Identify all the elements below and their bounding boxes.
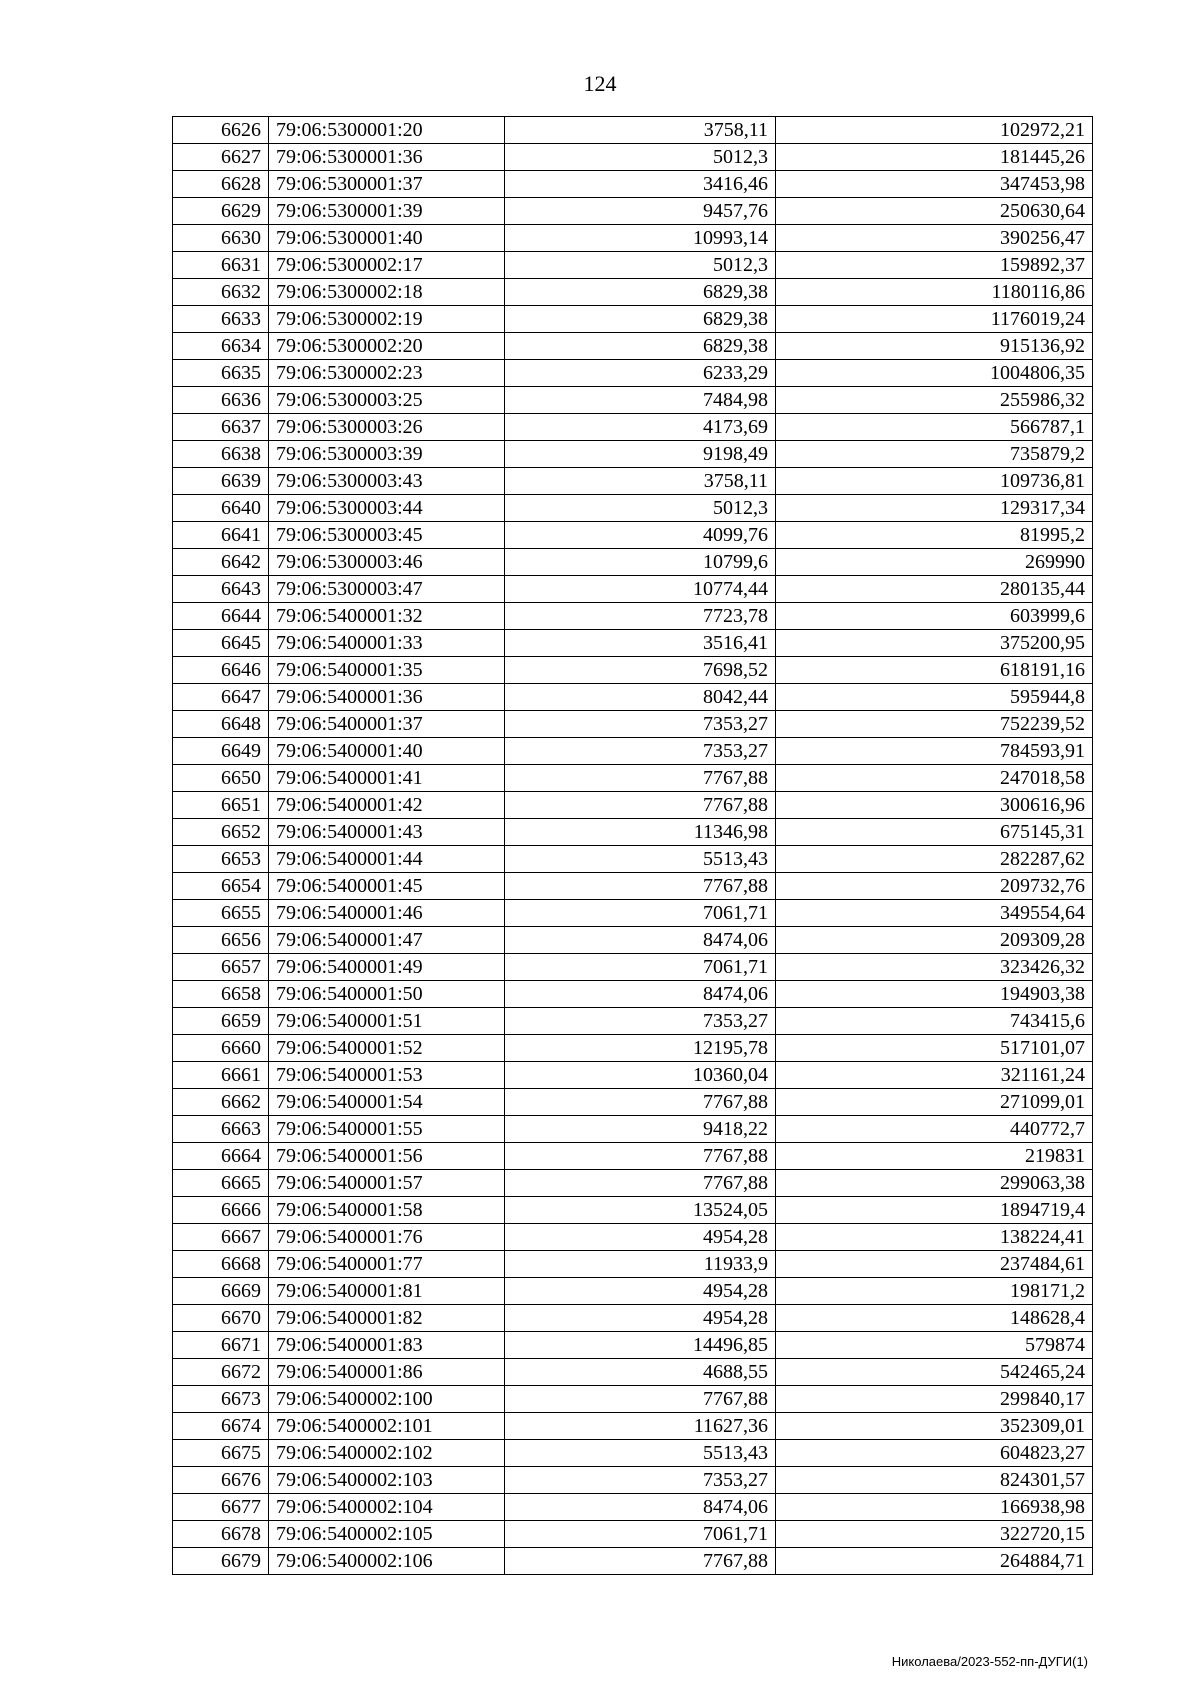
cadastral-number-cell: 79:06:5300002:19 — [269, 306, 505, 333]
table-row — [173, 1143, 1093, 1170]
amount-cell: 603999,6 — [776, 603, 1093, 630]
cadastral-number-cell: 79:06:5300001:36 — [269, 144, 505, 171]
value-cell: 7353,27 — [505, 1467, 776, 1494]
row-number-cell: 6638 — [173, 441, 269, 468]
table-row — [173, 792, 1093, 819]
amount-cell: 604823,27 — [776, 1440, 1093, 1467]
value-cell: 3758,11 — [505, 468, 776, 495]
row-number-cell: 6656 — [173, 927, 269, 954]
cadastral-number-cell: 79:06:5400001:50 — [269, 981, 505, 1008]
amount-cell: 269990 — [776, 549, 1093, 576]
table-row — [173, 1089, 1093, 1116]
cadastral-number-cell: 79:06:5400001:46 — [269, 900, 505, 927]
value-cell: 6829,38 — [505, 279, 776, 306]
value-cell: 12195,78 — [505, 1035, 776, 1062]
row-number-cell: 6669 — [173, 1278, 269, 1305]
table-row — [173, 549, 1093, 576]
table-row — [173, 711, 1093, 738]
table-row — [173, 873, 1093, 900]
data-table — [172, 116, 1093, 1575]
row-number-cell: 6655 — [173, 900, 269, 927]
table-row — [173, 171, 1093, 198]
table-row — [173, 1494, 1093, 1521]
cadastral-number-cell: 79:06:5400001:51 — [269, 1008, 505, 1035]
cadastral-number-cell: 79:06:5400001:53 — [269, 1062, 505, 1089]
row-number-cell: 6667 — [173, 1224, 269, 1251]
page-number: 124 — [583, 71, 617, 96]
cadastral-number-cell: 79:06:5400001:42 — [269, 792, 505, 819]
value-cell: 7767,88 — [505, 1548, 776, 1575]
amount-cell: 109736,81 — [776, 468, 1093, 495]
cadastral-number-cell: 79:06:5300003:45 — [269, 522, 505, 549]
amount-cell: 735879,2 — [776, 441, 1093, 468]
row-number-cell: 6631 — [173, 252, 269, 279]
table-row — [173, 900, 1093, 927]
table-row — [173, 117, 1093, 144]
row-number-cell: 6652 — [173, 819, 269, 846]
cadastral-number-cell: 79:06:5400001:77 — [269, 1251, 505, 1278]
value-cell: 7484,98 — [505, 387, 776, 414]
amount-cell: 579874 — [776, 1332, 1093, 1359]
value-cell: 5012,3 — [505, 252, 776, 279]
value-cell: 3758,11 — [505, 117, 776, 144]
cadastral-number-cell: 79:06:5400001:45 — [269, 873, 505, 900]
amount-cell: 390256,47 — [776, 225, 1093, 252]
row-number-cell: 6629 — [173, 198, 269, 225]
cadastral-number-cell: 79:06:5400002:104 — [269, 1494, 505, 1521]
value-cell: 7767,88 — [505, 765, 776, 792]
value-cell: 11933,9 — [505, 1251, 776, 1278]
table-row — [173, 1332, 1093, 1359]
table-row — [173, 360, 1093, 387]
table-row — [173, 1305, 1093, 1332]
amount-cell: 219831 — [776, 1143, 1093, 1170]
amount-cell: 148628,4 — [776, 1305, 1093, 1332]
amount-cell: 352309,01 — [776, 1413, 1093, 1440]
cadastral-number-cell: 79:06:5300003:44 — [269, 495, 505, 522]
table-row — [173, 333, 1093, 360]
value-cell: 7767,88 — [505, 1143, 776, 1170]
table-row — [173, 1386, 1093, 1413]
table-row — [173, 1278, 1093, 1305]
row-number-cell: 6658 — [173, 981, 269, 1008]
row-number-cell: 6676 — [173, 1467, 269, 1494]
cadastral-number-cell: 79:06:5300003:43 — [269, 468, 505, 495]
table-row — [173, 1008, 1093, 1035]
row-number-cell: 6627 — [173, 144, 269, 171]
cadastral-number-cell: 79:06:5300003:26 — [269, 414, 505, 441]
cadastral-number-cell: 79:06:5300003:46 — [269, 549, 505, 576]
amount-cell: 209732,76 — [776, 873, 1093, 900]
value-cell: 4954,28 — [505, 1305, 776, 1332]
cadastral-number-cell: 79:06:5400001:36 — [269, 684, 505, 711]
row-number-cell: 6630 — [173, 225, 269, 252]
row-number-cell: 6645 — [173, 630, 269, 657]
value-cell: 11346,98 — [505, 819, 776, 846]
row-number-cell: 6671 — [173, 1332, 269, 1359]
value-cell: 8474,06 — [505, 927, 776, 954]
table-row — [173, 576, 1093, 603]
amount-cell: 247018,58 — [776, 765, 1093, 792]
cadastral-number-cell: 79:06:5400001:33 — [269, 630, 505, 657]
cadastral-number-cell: 79:06:5300001:40 — [269, 225, 505, 252]
cadastral-number-cell: 79:06:5400001:81 — [269, 1278, 505, 1305]
amount-cell: 675145,31 — [776, 819, 1093, 846]
row-number-cell: 6635 — [173, 360, 269, 387]
value-cell: 6829,38 — [505, 333, 776, 360]
amount-cell: 322720,15 — [776, 1521, 1093, 1548]
row-number-cell: 6675 — [173, 1440, 269, 1467]
cadastral-number-cell: 79:06:5300002:17 — [269, 252, 505, 279]
table-row — [173, 1521, 1093, 1548]
cadastral-number-cell: 79:06:5400001:76 — [269, 1224, 505, 1251]
row-number-cell: 6633 — [173, 306, 269, 333]
cadastral-number-cell: 79:06:5400001:82 — [269, 1305, 505, 1332]
cadastral-number-cell: 79:06:5400001:44 — [269, 846, 505, 873]
amount-cell: 595944,8 — [776, 684, 1093, 711]
value-cell: 8474,06 — [505, 1494, 776, 1521]
row-number-cell: 6673 — [173, 1386, 269, 1413]
value-cell: 4688,55 — [505, 1359, 776, 1386]
row-number-cell: 6662 — [173, 1089, 269, 1116]
value-cell: 14496,85 — [505, 1332, 776, 1359]
value-cell: 8042,44 — [505, 684, 776, 711]
table-row — [173, 1170, 1093, 1197]
value-cell: 7061,71 — [505, 954, 776, 981]
amount-cell: 282287,62 — [776, 846, 1093, 873]
table-row — [173, 1413, 1093, 1440]
amount-cell: 1894719,4 — [776, 1197, 1093, 1224]
cadastral-number-cell: 79:06:5400001:55 — [269, 1116, 505, 1143]
row-number-cell: 6649 — [173, 738, 269, 765]
cadastral-number-cell: 79:06:5400001:57 — [269, 1170, 505, 1197]
cadastral-number-cell: 79:06:5400001:40 — [269, 738, 505, 765]
value-cell: 9418,22 — [505, 1116, 776, 1143]
table-row — [173, 1548, 1093, 1575]
amount-cell: 323426,32 — [776, 954, 1093, 981]
row-number-cell: 6626 — [173, 117, 269, 144]
row-number-cell: 6632 — [173, 279, 269, 306]
row-number-cell: 6646 — [173, 657, 269, 684]
value-cell: 4954,28 — [505, 1278, 776, 1305]
row-number-cell: 6634 — [173, 333, 269, 360]
value-cell: 7698,52 — [505, 657, 776, 684]
cadastral-number-cell: 79:06:5400002:106 — [269, 1548, 505, 1575]
value-cell: 7061,71 — [505, 1521, 776, 1548]
row-number-cell: 6651 — [173, 792, 269, 819]
value-cell: 7767,88 — [505, 792, 776, 819]
value-cell: 4954,28 — [505, 1224, 776, 1251]
table-row — [173, 1035, 1093, 1062]
amount-cell: 349554,64 — [776, 900, 1093, 927]
cadastral-number-cell: 79:06:5400002:100 — [269, 1386, 505, 1413]
table-body — [173, 117, 1093, 1575]
value-cell: 7767,88 — [505, 1170, 776, 1197]
table-row — [173, 441, 1093, 468]
table-row — [173, 738, 1093, 765]
value-cell: 5513,43 — [505, 1440, 776, 1467]
row-number-cell: 6636 — [173, 387, 269, 414]
amount-cell: 194903,38 — [776, 981, 1093, 1008]
cadastral-number-cell: 79:06:5400001:49 — [269, 954, 505, 981]
amount-cell: 264884,71 — [776, 1548, 1093, 1575]
cadastral-number-cell: 79:06:5400001:52 — [269, 1035, 505, 1062]
row-number-cell: 6660 — [173, 1035, 269, 1062]
cadastral-number-cell: 79:06:5400001:37 — [269, 711, 505, 738]
table-row — [173, 1224, 1093, 1251]
table-row — [173, 414, 1093, 441]
row-number-cell: 6677 — [173, 1494, 269, 1521]
value-cell: 7723,78 — [505, 603, 776, 630]
table-row — [173, 306, 1093, 333]
amount-cell: 129317,34 — [776, 495, 1093, 522]
row-number-cell: 6640 — [173, 495, 269, 522]
row-number-cell: 6644 — [173, 603, 269, 630]
value-cell: 9198,49 — [505, 441, 776, 468]
value-cell: 8474,06 — [505, 981, 776, 1008]
table-row — [173, 1359, 1093, 1386]
value-cell: 4173,69 — [505, 414, 776, 441]
table-row — [173, 468, 1093, 495]
row-number-cell: 6659 — [173, 1008, 269, 1035]
amount-cell: 1176019,24 — [776, 306, 1093, 333]
row-number-cell: 6661 — [173, 1062, 269, 1089]
table-row — [173, 846, 1093, 873]
table-row — [173, 225, 1093, 252]
row-number-cell: 6668 — [173, 1251, 269, 1278]
table-row — [173, 765, 1093, 792]
cadastral-number-cell: 79:06:5400001:43 — [269, 819, 505, 846]
table-row — [173, 198, 1093, 225]
amount-cell: 255986,32 — [776, 387, 1093, 414]
amount-cell: 299063,38 — [776, 1170, 1093, 1197]
table-row — [173, 1197, 1093, 1224]
value-cell: 7061,71 — [505, 900, 776, 927]
row-number-cell: 6653 — [173, 846, 269, 873]
cadastral-number-cell: 79:06:5400001:32 — [269, 603, 505, 630]
cadastral-number-cell: 79:06:5400001:56 — [269, 1143, 505, 1170]
document-reference: Николаева/2023-552-пп-ДУГИ(1) — [891, 1654, 1088, 1669]
row-number-cell: 6670 — [173, 1305, 269, 1332]
amount-cell: 166938,98 — [776, 1494, 1093, 1521]
table-row — [173, 1467, 1093, 1494]
value-cell: 10360,04 — [505, 1062, 776, 1089]
amount-cell: 566787,1 — [776, 414, 1093, 441]
amount-cell: 915136,92 — [776, 333, 1093, 360]
row-number-cell: 6648 — [173, 711, 269, 738]
table-row — [173, 927, 1093, 954]
value-cell: 6233,29 — [505, 360, 776, 387]
table-row — [173, 1251, 1093, 1278]
table-row — [173, 630, 1093, 657]
value-cell: 13524,05 — [505, 1197, 776, 1224]
value-cell: 7767,88 — [505, 1386, 776, 1413]
table-row — [173, 495, 1093, 522]
amount-cell: 824301,57 — [776, 1467, 1093, 1494]
row-number-cell: 6663 — [173, 1116, 269, 1143]
cadastral-number-cell: 79:06:5400001:35 — [269, 657, 505, 684]
row-number-cell: 6666 — [173, 1197, 269, 1224]
cadastral-number-cell: 79:06:5400001:86 — [269, 1359, 505, 1386]
table-row — [173, 252, 1093, 279]
row-number-cell: 6664 — [173, 1143, 269, 1170]
table-row — [173, 144, 1093, 171]
cadastral-number-cell: 79:06:5300001:37 — [269, 171, 505, 198]
value-cell: 7353,27 — [505, 711, 776, 738]
table-row — [173, 522, 1093, 549]
cadastral-number-cell: 79:06:5400002:101 — [269, 1413, 505, 1440]
value-cell: 5012,3 — [505, 144, 776, 171]
amount-cell: 81995,2 — [776, 522, 1093, 549]
amount-cell: 1004806,35 — [776, 360, 1093, 387]
value-cell: 3516,41 — [505, 630, 776, 657]
row-number-cell: 6679 — [173, 1548, 269, 1575]
value-cell: 10774,44 — [505, 576, 776, 603]
value-cell: 6829,38 — [505, 306, 776, 333]
amount-cell: 280135,44 — [776, 576, 1093, 603]
amount-cell: 138224,41 — [776, 1224, 1093, 1251]
row-number-cell: 6657 — [173, 954, 269, 981]
row-number-cell: 6665 — [173, 1170, 269, 1197]
row-number-cell: 6654 — [173, 873, 269, 900]
row-number-cell: 6643 — [173, 576, 269, 603]
cadastral-number-cell: 79:06:5400002:105 — [269, 1521, 505, 1548]
table-row — [173, 819, 1093, 846]
cadastral-number-cell: 79:06:5300003:39 — [269, 441, 505, 468]
cadastral-number-cell: 79:06:5400002:102 — [269, 1440, 505, 1467]
value-cell: 10799,6 — [505, 549, 776, 576]
cadastral-number-cell: 79:06:5400001:41 — [269, 765, 505, 792]
amount-cell: 209309,28 — [776, 927, 1093, 954]
value-cell: 4099,76 — [505, 522, 776, 549]
value-cell: 7353,27 — [505, 738, 776, 765]
cadastral-number-cell: 79:06:5400001:54 — [269, 1089, 505, 1116]
amount-cell: 250630,64 — [776, 198, 1093, 225]
amount-cell: 321161,24 — [776, 1062, 1093, 1089]
cadastral-number-cell: 79:06:5400001:47 — [269, 927, 505, 954]
value-cell: 3416,46 — [505, 171, 776, 198]
cadastral-number-cell: 79:06:5300001:20 — [269, 117, 505, 144]
cadastral-number-cell: 79:06:5400002:103 — [269, 1467, 505, 1494]
table-row — [173, 684, 1093, 711]
cadastral-number-cell: 79:06:5300003:25 — [269, 387, 505, 414]
table-row — [173, 1062, 1093, 1089]
cadastral-number-cell: 79:06:5400001:83 — [269, 1332, 505, 1359]
cadastral-number-cell: 79:06:5300002:20 — [269, 333, 505, 360]
table-row — [173, 1116, 1093, 1143]
amount-cell: 618191,16 — [776, 657, 1093, 684]
cadastral-number-cell: 79:06:5300002:18 — [269, 279, 505, 306]
amount-cell: 299840,17 — [776, 1386, 1093, 1413]
amount-cell: 271099,01 — [776, 1089, 1093, 1116]
amount-cell: 743415,6 — [776, 1008, 1093, 1035]
table-row — [173, 657, 1093, 684]
amount-cell: 300616,96 — [776, 792, 1093, 819]
amount-cell: 440772,7 — [776, 1116, 1093, 1143]
table-row — [173, 981, 1093, 1008]
amount-cell: 159892,37 — [776, 252, 1093, 279]
row-number-cell: 6672 — [173, 1359, 269, 1386]
amount-cell: 517101,07 — [776, 1035, 1093, 1062]
value-cell: 7353,27 — [505, 1008, 776, 1035]
amount-cell: 375200,95 — [776, 630, 1093, 657]
value-cell: 5513,43 — [505, 846, 776, 873]
row-number-cell: 6647 — [173, 684, 269, 711]
cadastral-number-cell: 79:06:5400001:58 — [269, 1197, 505, 1224]
value-cell: 9457,76 — [505, 198, 776, 225]
amount-cell: 198171,2 — [776, 1278, 1093, 1305]
row-number-cell: 6637 — [173, 414, 269, 441]
row-number-cell: 6628 — [173, 171, 269, 198]
amount-cell: 181445,26 — [776, 144, 1093, 171]
value-cell: 11627,36 — [505, 1413, 776, 1440]
value-cell: 7767,88 — [505, 873, 776, 900]
value-cell: 7767,88 — [505, 1089, 776, 1116]
cadastral-number-cell: 79:06:5300003:47 — [269, 576, 505, 603]
table-row — [173, 1440, 1093, 1467]
table-row — [173, 279, 1093, 306]
row-number-cell: 6642 — [173, 549, 269, 576]
row-number-cell: 6650 — [173, 765, 269, 792]
cadastral-number-cell: 79:06:5300001:39 — [269, 198, 505, 225]
row-number-cell: 6641 — [173, 522, 269, 549]
amount-cell: 752239,52 — [776, 711, 1093, 738]
amount-cell: 1180116,86 — [776, 279, 1093, 306]
table-row — [173, 387, 1093, 414]
table-row — [173, 603, 1093, 630]
amount-cell: 542465,24 — [776, 1359, 1093, 1386]
value-cell: 5012,3 — [505, 495, 776, 522]
amount-cell: 347453,98 — [776, 171, 1093, 198]
row-number-cell: 6674 — [173, 1413, 269, 1440]
cadastral-number-cell: 79:06:5300002:23 — [269, 360, 505, 387]
amount-cell: 102972,21 — [776, 117, 1093, 144]
amount-cell: 784593,91 — [776, 738, 1093, 765]
row-number-cell: 6678 — [173, 1521, 269, 1548]
amount-cell: 237484,61 — [776, 1251, 1093, 1278]
value-cell: 10993,14 — [505, 225, 776, 252]
row-number-cell: 6639 — [173, 468, 269, 495]
table-row — [173, 954, 1093, 981]
